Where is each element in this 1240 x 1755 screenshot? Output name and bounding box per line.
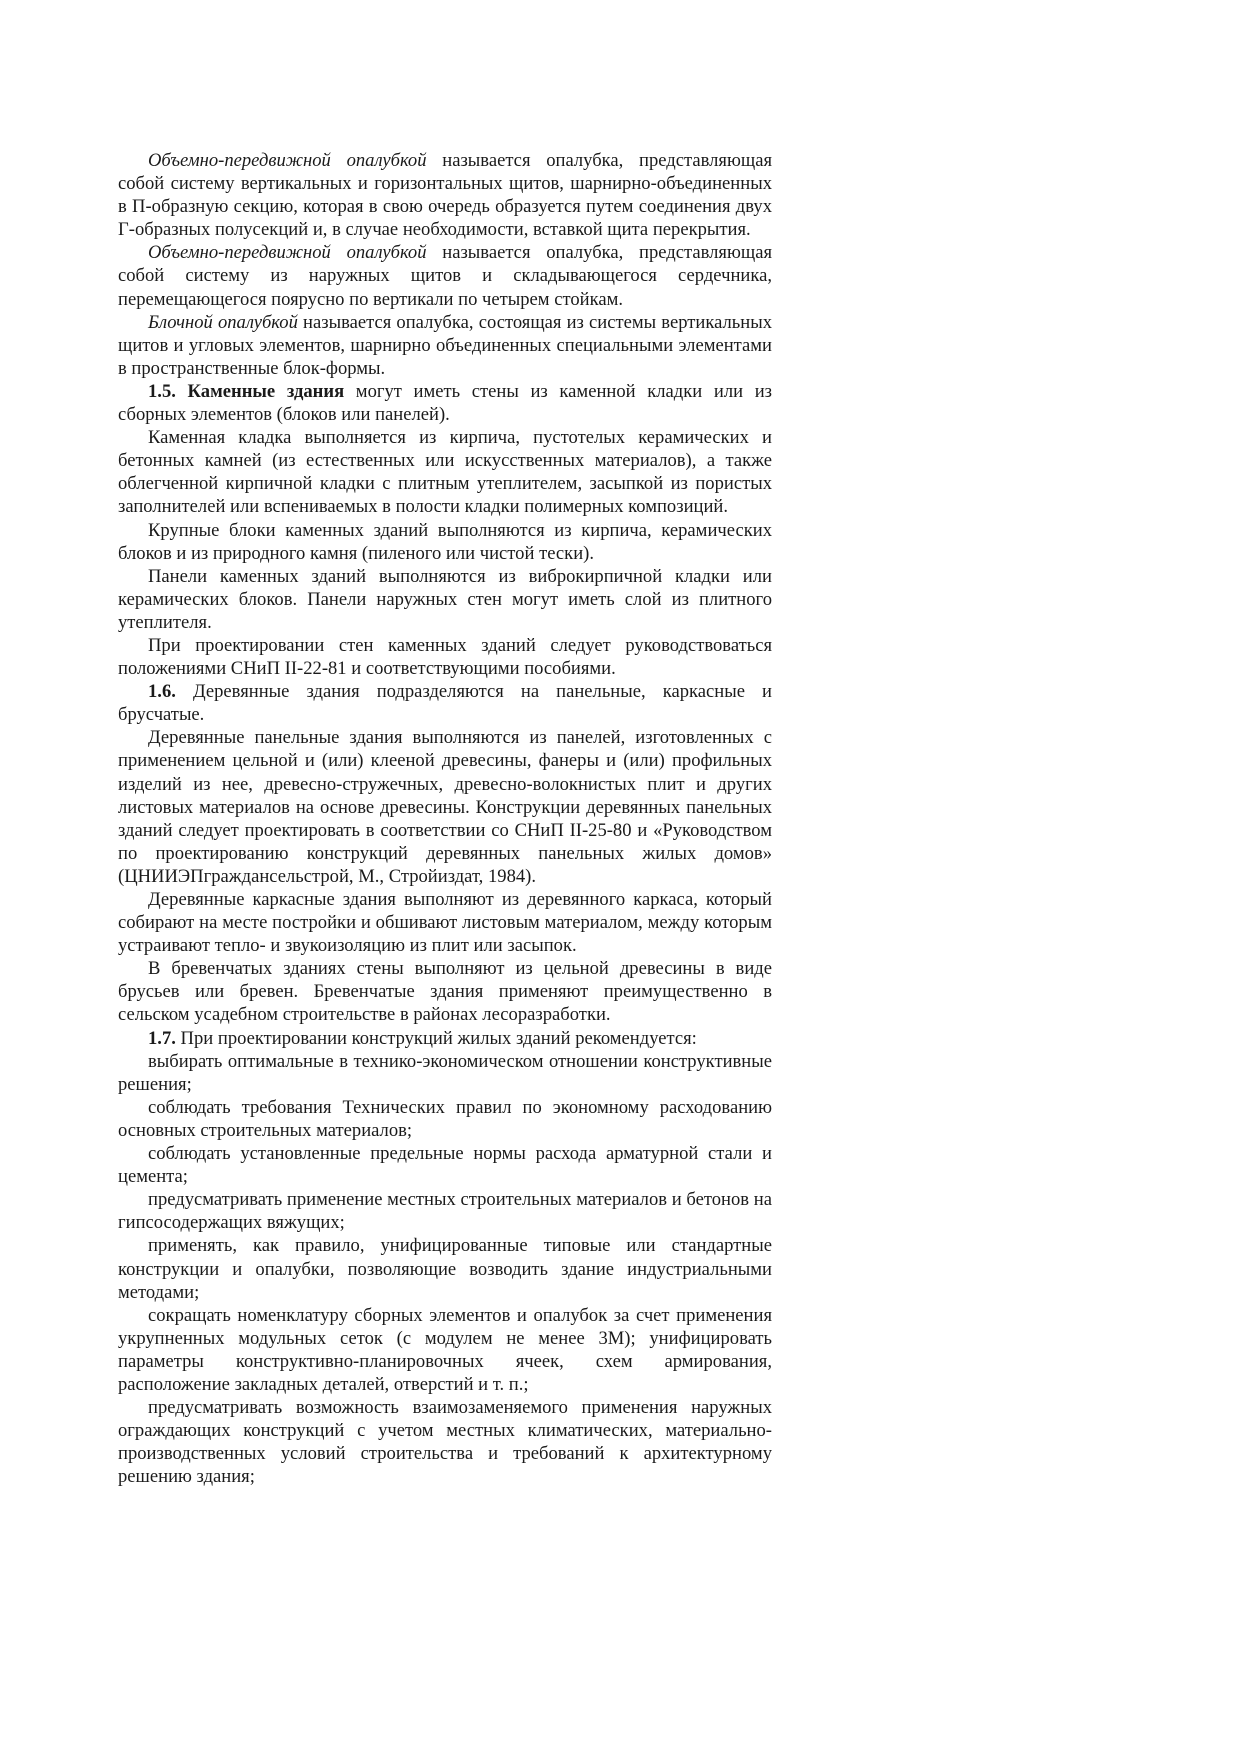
paragraph-volume-formwork-2 [118,241,772,310]
list-item [118,1304,772,1396]
paragraph-text: называется опалубка, состоящая из системы вертикальных щитов и угловых элементов, шарнирно объединенных специальными элементами в пространственные блок-формы. [118,311,773,379]
paragraph-volume-formwork-1 [118,149,772,241]
paragraph-text: называется опалубка, представляющая собой систему вертикальных и горизонтальных щитов, шарнирно-объединенных в П-образную секцию, которая в свою очередь образуется путем соединения двух Г-образных полусекций и, в случае необходимости, вставкой щита перекрытия. [118,150,772,241]
paragraph-text: В бревенчатых зданиях стены выполняют из цельной древесины в виде брусьев или бревен. Бревенчатые здания применяют преимущественно в сельском усадебном строительстве в районах лесоразработки. [118,958,772,1026]
paragraph-text: Деревянные панельные здания выполняются из панелей, изготовленных с применением цельной и (или) клееной древесины, фанеры и (или) профильных изделий из нее, древесно-стружечных, древесно-волокнистых плит и других листовых материалов на основе древесины. Конструкции деревянных панельных зданий следует проектировать в соответствии со СНиП II-25-80 и «Руководством по проектированию конструкций деревянных панельных жилых домов» (ЦНИИЭПграждансельстрой, М., Стройиздат, 1984). [118,727,772,887]
paragraph-text: сокращать номенклатуру сборных элементов и опалубок за счет применения укрупненных модульных сеток (с модулем не менее 3М); унифицировать параметры конструктивно-планировочных ячеек, схем армирования, расположение закладных деталей, отверстий и т. п.; [118,1304,772,1395]
section-number: 1.6. [148,681,176,703]
paragraph-stone-masonry [118,426,772,518]
list-item [118,1234,772,1303]
paragraph-text: Каменная кладка выполняется из кирпича, пустотелых керамических и бетонных камней (из естественных или искусственных материалов), а также облегченной кирпичной кладки с плитным утеплителем, засыпкой из пористых заполнителей или вспениваемых в полости кладки полимерных композиций. [118,427,772,518]
paragraph-text: предусматривать возможность взаимозаменяемого применения наружных ограждающих конструкций с учетом местных климатических, материально-производственных условий строительства и требований к архитектурному решению здания; [118,1397,772,1488]
list-item [118,1188,772,1234]
list-item [118,1050,772,1096]
paragraph-text: соблюдать требования Технических правил по экономному расходованию основных строительных материалов; [118,1096,772,1141]
paragraph-text: называется опалубка, представляющая собой систему из наружных щитов и складывающегося сердечника, перемещающегося поярусно по вертикали по четырем стойкам. [118,242,772,310]
paragraph-text: могут иметь стены из каменной кладки или из сборных элементов (блоков или панелей). [118,380,772,426]
paragraph-wooden-frame [118,888,772,957]
paragraph-text: предусматривать применение местных строительных материалов и бетонов на гипсосодержащих вяжущих; [118,1189,772,1234]
paragraph-wooden-panel [118,726,772,888]
paragraph-text: применять, как правило, унифицированные типовые или стандартные конструкции и опалубки, позволяющие возводить здание индустриальными методами; [118,1235,772,1303]
section-1-5-stone-buildings [118,380,772,426]
list-item [118,1096,772,1142]
term-block-formwork: Блочной опалубкой [148,311,298,333]
list-item [118,1142,772,1188]
term-volume-formwork: Объемно-передвижной опалубкой [148,150,427,171]
paragraph-text: Деревянные здания подразделяются на панельные, каркасные и брусчатые. [118,681,772,726]
list-item [118,1396,772,1488]
paragraph-snip-stone [118,634,772,680]
section-heading: 1.5. Каменные здания [148,380,345,402]
paragraph-text: выбирать оптимальные в технико-экономическом отношении конструктивные решения; [118,1050,772,1095]
paragraph-stone-panels [118,565,772,634]
paragraph-text: При проектировании конструкций жилых зданий рекомендуется: [175,1027,697,1049]
paragraph-text: Деревянные каркасные здания выполняют из деревянного каркаса, который собирают на месте постройки и обшивают листовым материалом, между которым устраивают тепло- и звукоизоляцию из плит или засыпок. [118,889,772,957]
document-page [118,149,772,1488]
paragraph-text: При проектировании стен каменных зданий следует руководствоваться положениями СНиП II-22-81 и соответствующими пособиями. [118,634,772,680]
paragraph-large-blocks [118,519,772,565]
paragraph-text: Панели каменных зданий выполняются из виброкирпичной кладки или керамических блоков. Панели наружных стен могут иметь слой из плитного утеплителя. [118,565,772,633]
section-1-7-recommendations [118,1027,772,1050]
section-number: 1.7. [148,1027,176,1049]
section-1-6-wooden-buildings [118,680,772,726]
paragraph-block-formwork [118,311,772,380]
paragraph-text: Крупные блоки каменных зданий выполняются из кирпича, керамических блоков и из природного камня (пиленого или чистой тески). [118,519,772,564]
paragraph-log-buildings [118,957,772,1026]
term-volume-formwork: Объемно-передвижной опалубкой [148,242,427,264]
paragraph-text: соблюдать установленные предельные нормы расхода арматурной стали и цемента; [118,1143,772,1188]
